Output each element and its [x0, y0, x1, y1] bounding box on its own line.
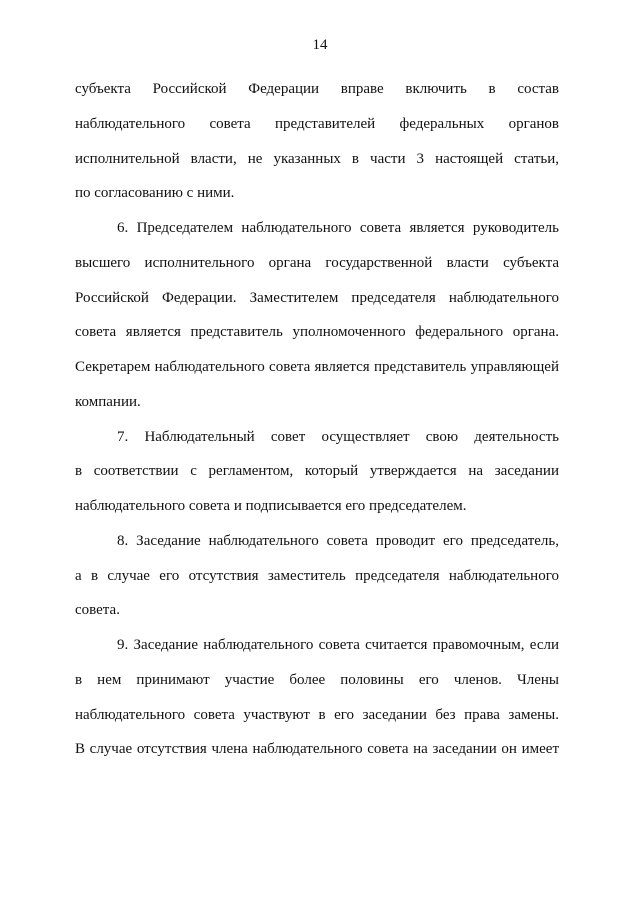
- text-line: В случае отсутствия члена наблюдательного совета на заседании он имеет: [75, 741, 559, 758]
- text-line: в нем принимают участие более половины его членов. Члены: [75, 671, 559, 688]
- text-line: 6. Председателем наблюдательного совета является руководитель: [117, 220, 559, 236]
- text-line: 7. Наблюдательный совет осуществляет свою деятельность: [117, 428, 559, 445]
- text-line: 9. Заседание наблюдательного совета считается правомочным, если: [117, 637, 559, 653]
- page-number: 14: [312, 37, 328, 53]
- text-line: Секретарем наблюдательного совета является представитель управляющей: [75, 359, 559, 375]
- text-line: исполнительной власти, не указанных в части 3 настоящей статьи,: [75, 150, 559, 167]
- text-line: высшего исполнительного органа государственной власти субъекта: [75, 254, 559, 271]
- text-line: в соответствии с регламентом, который утверждается на заседании: [75, 463, 559, 480]
- document-body: [75, 72, 559, 767]
- text-line: наблюдательного совета представителей федеральных органов: [75, 115, 559, 132]
- text-line: по согласованию с ними.: [75, 185, 235, 202]
- text-line: Российской Федерации. Заместителем председателя наблюдательного: [75, 289, 559, 306]
- text-line: наблюдательного совета и подписывается его председателем.: [75, 498, 467, 514]
- text-line: наблюдательного совета участвуют в его заседании без права замены.: [75, 706, 559, 723]
- text-line: совета.: [75, 602, 120, 619]
- text-line: 8. Заседание наблюдательного совета проводит его председатель,: [117, 532, 559, 549]
- text-line: субъекта Российской Федерации вправе включить в состав: [75, 81, 559, 97]
- text-line: компании.: [75, 393, 141, 410]
- text-line: совета является представитель уполномоченного федерального органа.: [75, 324, 559, 341]
- text-line: а в случае его отсутствия заместитель председателя наблюдательного: [75, 567, 559, 584]
